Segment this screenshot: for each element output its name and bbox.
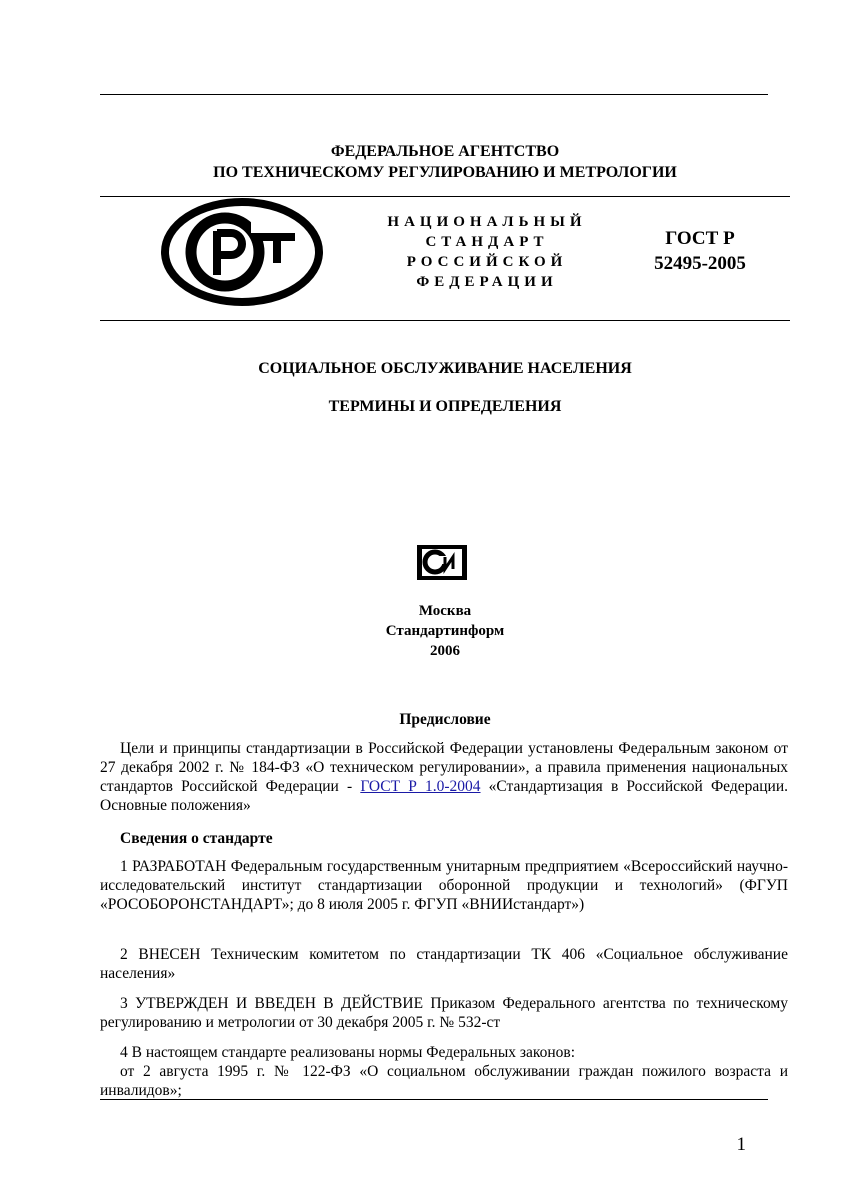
info-item-3-text: 3 УТВЕРЖДЕН И ВВЕДЕН В ДЕЙСТВИЕ Приказом Федерального агентства по техническому регулированию и метрологии от 30 декабря 2005 г. № 532-ст	[100, 995, 788, 1031]
info-item-2-text: 2 ВНЕСЕН Техническим комитетом по стандартизации ТК 406 «Социальное обслуживание населения»	[100, 946, 788, 982]
national-standard-line-1: НАЦИОНАЛЬНЫЙ	[387, 214, 587, 230]
publisher-name: Стандартинформ	[385, 623, 505, 639]
page-number: 1	[736, 1134, 746, 1155]
foreword-heading: Предисловие	[399, 711, 491, 728]
document-subtitle: ТЕРМИНЫ И ОПРЕДЕЛЕНИЯ	[328, 398, 562, 415]
national-standard-label	[382, 212, 592, 292]
national-standard-line-3: РОССИЙСКОЙ	[406, 254, 568, 270]
info-item-4-law: от 2 августа 1995 г. № 122-ФЗ «О социальном обслуживании граждан пожилого возраста и инвалидов»;	[100, 1063, 788, 1099]
publisher-logo	[417, 545, 467, 580]
info-item-4-line-2	[100, 1062, 788, 1100]
standard-info-heading: Сведения о стандарте	[120, 830, 273, 847]
agency-line-1: ФЕДЕРАЛЬНОЕ АГЕНТСТВО	[330, 143, 560, 160]
foreword-text: Цели и принципы стандартизации в Российской Федерации установлены Федеральным законом от 27 декабря 2002 г. № 184-ФЗ «О техническом регулировании», а правила применения национальных стандартов Российской Федерации -	[100, 740, 788, 795]
info-item-2	[100, 945, 788, 983]
publisher-city: Москва	[418, 603, 472, 619]
info-item-4-line-1	[100, 1043, 788, 1062]
foreword-text-end: «Стандартизация в Российской Федерации. Основные положения»	[100, 778, 789, 814]
info-item-1	[100, 857, 788, 914]
foreword-paragraph	[100, 739, 788, 815]
national-standard-line-4: ФЕДЕРАЦИИ	[416, 274, 558, 290]
top-rule	[100, 94, 768, 95]
document-title: СОЦИАЛЬНОЕ ОБСЛУЖИВАНИЕ НАСЕЛЕНИЯ	[258, 360, 632, 377]
gost-r-1-0-2004-link[interactable]: ГОСТ Р 1.0-2004	[360, 778, 481, 795]
publisher-year: 2006	[430, 643, 460, 659]
info-item-3	[100, 994, 788, 1032]
agency-line-2: ПО ТЕХНИЧЕСКОМУ РЕГУЛИРОВАНИЮ И МЕТРОЛОГИИ	[213, 164, 677, 181]
gost-line-1: ГОСТ Р	[665, 228, 735, 249]
header-rule-lower	[100, 320, 790, 321]
rst-logo-icon	[155, 197, 330, 307]
info-item-4	[100, 1043, 788, 1100]
agency-header	[100, 141, 790, 183]
rst-logo	[155, 197, 330, 307]
gost-number	[620, 226, 780, 276]
info-item-1-text: 1 РАЗРАБОТАН Федеральным государственным унитарным предприятием «Всероссийский научно-исследовательский институт стандартизации оборонной продукции и технологий» (ФГУП «РОСОБОРОНСТАНДАРТ»; до 8 июля 2005 г. ФГУП «ВНИИстандарт»)	[100, 858, 788, 913]
publisher-block	[300, 601, 590, 661]
publisher-logo-icon	[417, 545, 467, 580]
info-item-4-intro: 4 В настоящем стандарте реализованы нормы Федеральных законов:	[120, 1044, 576, 1061]
gost-line-2: 52495-2005	[654, 253, 746, 274]
bottom-rule	[100, 1099, 768, 1100]
national-standard-line-2: СТАНДАРТ	[425, 234, 549, 250]
